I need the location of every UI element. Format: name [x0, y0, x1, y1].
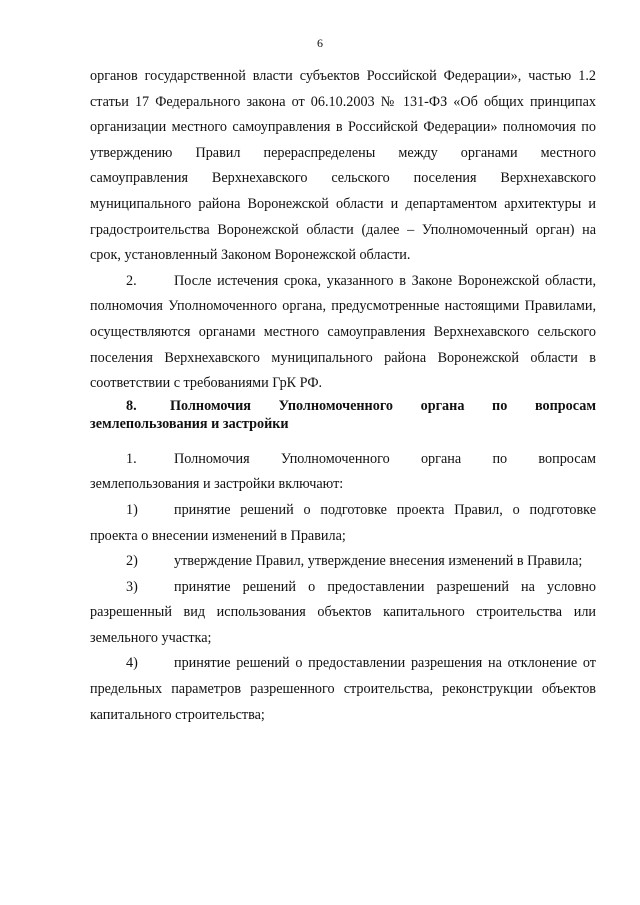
- section-8-paragraph-1-text: Полномочия Уполномоченного органа по вопросам землепользования и застройки включают:: [90, 450, 596, 493]
- section-8-paragraph-1: [90, 447, 596, 498]
- page-number: 6: [317, 36, 323, 50]
- section-8-number: 8.: [126, 397, 137, 414]
- list-item: [90, 651, 596, 728]
- list-item: [90, 549, 596, 575]
- list-item-text: принятие решений о предоставлении разрешения на отклонение от предельных параметров разрешенного строительства, реконструкции объектов капитального строительства;: [90, 655, 596, 723]
- list-item: [90, 498, 596, 549]
- spacer: [90, 433, 596, 447]
- section-8-heading: [90, 397, 596, 433]
- list-item-text: утверждение Правил, утверждение внесения изменений в Правила;: [174, 553, 583, 570]
- section-8-paragraph-1-number: 1.: [126, 450, 137, 467]
- list-item-number: 2): [126, 553, 138, 570]
- paragraph-2-number: 2.: [126, 272, 137, 289]
- paragraph-2-text: После истечения срока, указанного в Законе Воронежской области, полномочия Уполномоченного органа, предусмотренные настоящими Правилами, осуществляются органами местного самоуправления Верхнехавского сельского поселения Верхнехавского муниципального района Воронежской области в соответствии с требованиями ГрК РФ.: [90, 272, 596, 392]
- list-item-number: 3): [126, 578, 138, 595]
- list-item: [90, 575, 596, 652]
- list-item-number: 1): [126, 501, 138, 518]
- section-8-title: Полномочия Уполномоченного органа по вопросам землепользования и застройки: [90, 397, 596, 432]
- list-item-number: 4): [126, 655, 138, 672]
- list-item-text: принятие решений о подготовке проекта Правил, о подготовке проекта о внесении изменений в Правила;: [90, 501, 596, 544]
- document-body: [90, 64, 596, 728]
- list-item-text: принятие решений о предоставлении разрешений на условно разрешенный вид использования объектов капитального строительства или земельного участка;: [90, 578, 596, 646]
- intro-paragraph: органов государственной власти субъектов Российской Федерации», частью 1.2 статьи 17 Федерального закона от 06.10.2003 № 131-ФЗ «Об общих принципах организации местного самоуправления в Российской Федерации» полномочия по утверждению Правил перераспределены между органами местного самоуправления Верхнехавского сельского поселения Верхнехавского муниципального района Воронежской области и департаментом архитектуры и градостроительства Воронежской области (далее – Уполномоченный орган) на срок, установленный Законом Воронежской области.: [90, 68, 596, 264]
- paragraph-2: [90, 269, 596, 397]
